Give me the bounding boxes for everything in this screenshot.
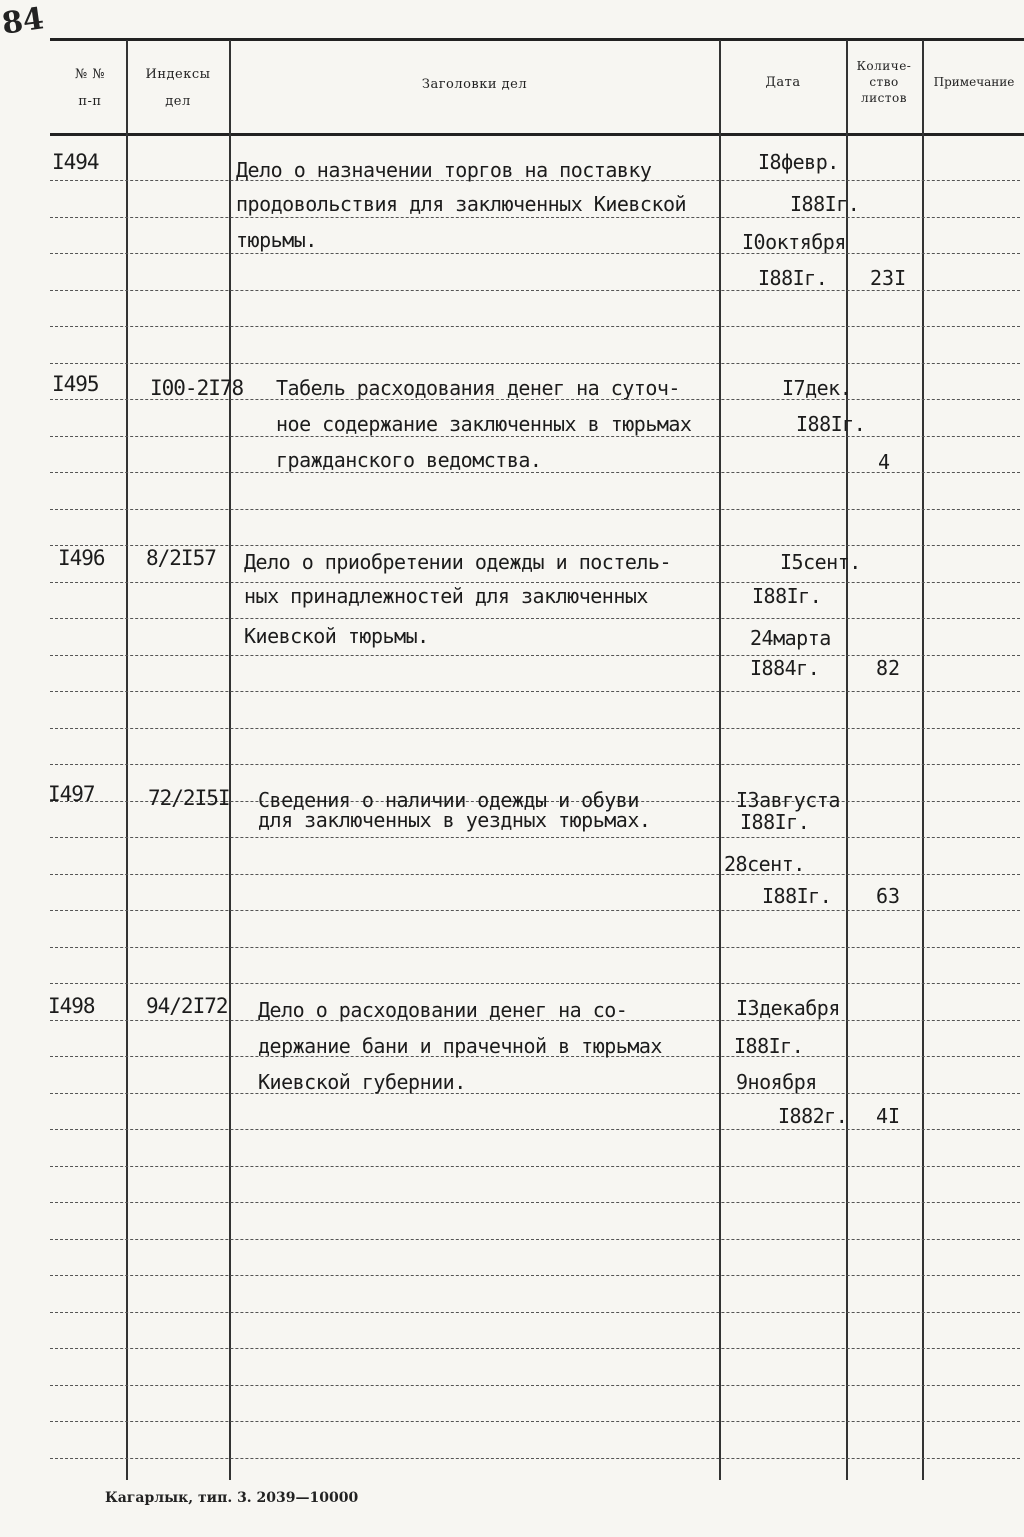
column-divider-sheets: [922, 40, 924, 1480]
record-index: 94/2I72: [146, 994, 228, 1018]
record-index: I00-2I78: [150, 376, 244, 400]
record-number: I495: [52, 372, 99, 396]
ruled-line: [50, 1239, 1020, 1241]
record-date-line: I88Iг.: [752, 584, 822, 608]
record-date-line: I88Iг.: [790, 192, 860, 216]
ruled-line: [50, 363, 1020, 365]
column-divider-title: [719, 40, 721, 1480]
header-sheets-line-3: листов: [861, 91, 907, 105]
record-title-line: ное содержание заключенных в тюрьмах: [276, 412, 692, 436]
header-note: Примечание: [933, 75, 1015, 89]
header-top-rule: [50, 38, 1024, 41]
ruled-line: [50, 1166, 1020, 1168]
ruled-line: [50, 1421, 1020, 1423]
ruled-line: [50, 655, 1020, 657]
record-sheet-count: 4: [878, 450, 891, 474]
record-number: I494: [52, 150, 99, 174]
header-sheets-line-1: Количе-: [856, 59, 912, 73]
ruled-line: [50, 1385, 1020, 1387]
record-sheet-count: 82: [876, 656, 901, 680]
header-title: Заголовки дел: [421, 77, 528, 92]
ruled-line: [50, 509, 1020, 511]
ruled-line: [50, 1312, 1020, 1314]
record-title-line: для заключенных в уездных тюрьмах.: [258, 808, 651, 832]
ruled-line: [50, 983, 1020, 985]
ruled-line: [50, 910, 1020, 912]
ruled-line: [50, 874, 1020, 876]
ruled-line: [50, 436, 1020, 438]
record-date-line: 24марта: [750, 626, 831, 650]
record-title-line: Табель расходования денег на суточ-: [276, 376, 680, 400]
ruled-line: [50, 947, 1020, 949]
header-date: Дата: [765, 75, 801, 90]
record-date-line: I8февр.: [758, 150, 839, 174]
ruled-line: [50, 618, 1020, 620]
ruled-line: [50, 1458, 1020, 1460]
ruled-line: [50, 326, 1020, 328]
record-title-line: Дело о расходовании денег на со-: [258, 998, 628, 1022]
record-date-line: I88Iг.: [762, 884, 832, 908]
record-date-line: I5сент.: [780, 550, 861, 574]
record-date-line: I884г.: [750, 656, 820, 680]
record-title-line: Киевской тюрьмы.: [244, 624, 429, 648]
header-index: [130, 66, 226, 110]
record-date-line: I7дек.: [782, 376, 852, 400]
ruled-line: [50, 1275, 1020, 1277]
ruled-line: [50, 1202, 1020, 1204]
record-sheet-count: 63: [876, 884, 901, 908]
record-date-line: 9ноября: [736, 1070, 817, 1094]
record-title-line: ных принадлежностей для заключенных: [244, 584, 648, 608]
record-date-line: I88Iг.: [758, 266, 828, 290]
ruled-line: [50, 837, 1020, 839]
record-title-line: Дело о назначении торгов на поставку: [236, 158, 652, 182]
record-title-line: гражданского ведомства.: [276, 448, 542, 472]
record-index: 72/2I5I: [148, 786, 230, 810]
header-num-line-1: № №: [74, 67, 106, 82]
record-number: I496: [58, 546, 105, 570]
record-number: I497: [48, 782, 95, 806]
column-divider-num: [126, 40, 128, 1480]
header-num-line-2: п-п: [78, 94, 102, 109]
ruled-line: [50, 253, 1020, 255]
record-title-line: держание бани и прачечной в тюрьмах: [258, 1034, 662, 1058]
record-title-line: тюрьмы.: [236, 228, 317, 252]
ruled-line: [50, 691, 1020, 693]
record-index: 8/2I57: [146, 546, 216, 570]
record-title-line: продовольствия для заключенных Киевской: [236, 192, 687, 216]
ruled-line: [50, 290, 1020, 292]
header-index-line-1: Индексы: [145, 67, 211, 82]
column-divider-date: [846, 40, 848, 1480]
record-date-line: I88Iг.: [740, 810, 810, 834]
header-sheets: [848, 58, 920, 106]
record-number: I498: [48, 994, 95, 1018]
record-date-line: 28сент.: [724, 852, 805, 876]
record-title-line: Дело о приобретении одежды и постель-: [244, 550, 672, 574]
record-date-line: I0октября: [742, 230, 846, 254]
record-date-line: I88Iг.: [734, 1034, 804, 1058]
header-num: [55, 66, 125, 110]
ruled-line: [50, 472, 1020, 474]
printer-footer: Кагарлык, тип. 3. 2039—10000: [105, 1490, 359, 1506]
ruled-line: [50, 1129, 1020, 1131]
header-sheets-line-2: ство: [869, 75, 899, 89]
column-divider-index: [229, 40, 231, 1480]
ruled-line: [50, 764, 1020, 766]
record-sheet-count: 23I: [870, 266, 907, 290]
ruled-line: [50, 217, 1020, 219]
record-date-line: I3августа: [736, 788, 840, 812]
record-date-line: I882г.: [778, 1104, 848, 1128]
header-index-line-2: дел: [165, 94, 191, 109]
record-date-line: I3декабря: [736, 996, 840, 1020]
ruled-line: [50, 1093, 1020, 1095]
ruled-line: [50, 1348, 1020, 1350]
corner-page-mark: 84: [0, 1, 46, 42]
ruled-line: [50, 728, 1020, 730]
record-title-line: Киевской губернии.: [258, 1070, 466, 1094]
header-bottom-rule: [50, 133, 1024, 136]
record-sheet-count: 4I: [876, 1104, 901, 1128]
record-date-line: I88Iг.: [796, 412, 866, 436]
record-title-line: Сведения о наличии одежды и обуви: [258, 788, 639, 812]
